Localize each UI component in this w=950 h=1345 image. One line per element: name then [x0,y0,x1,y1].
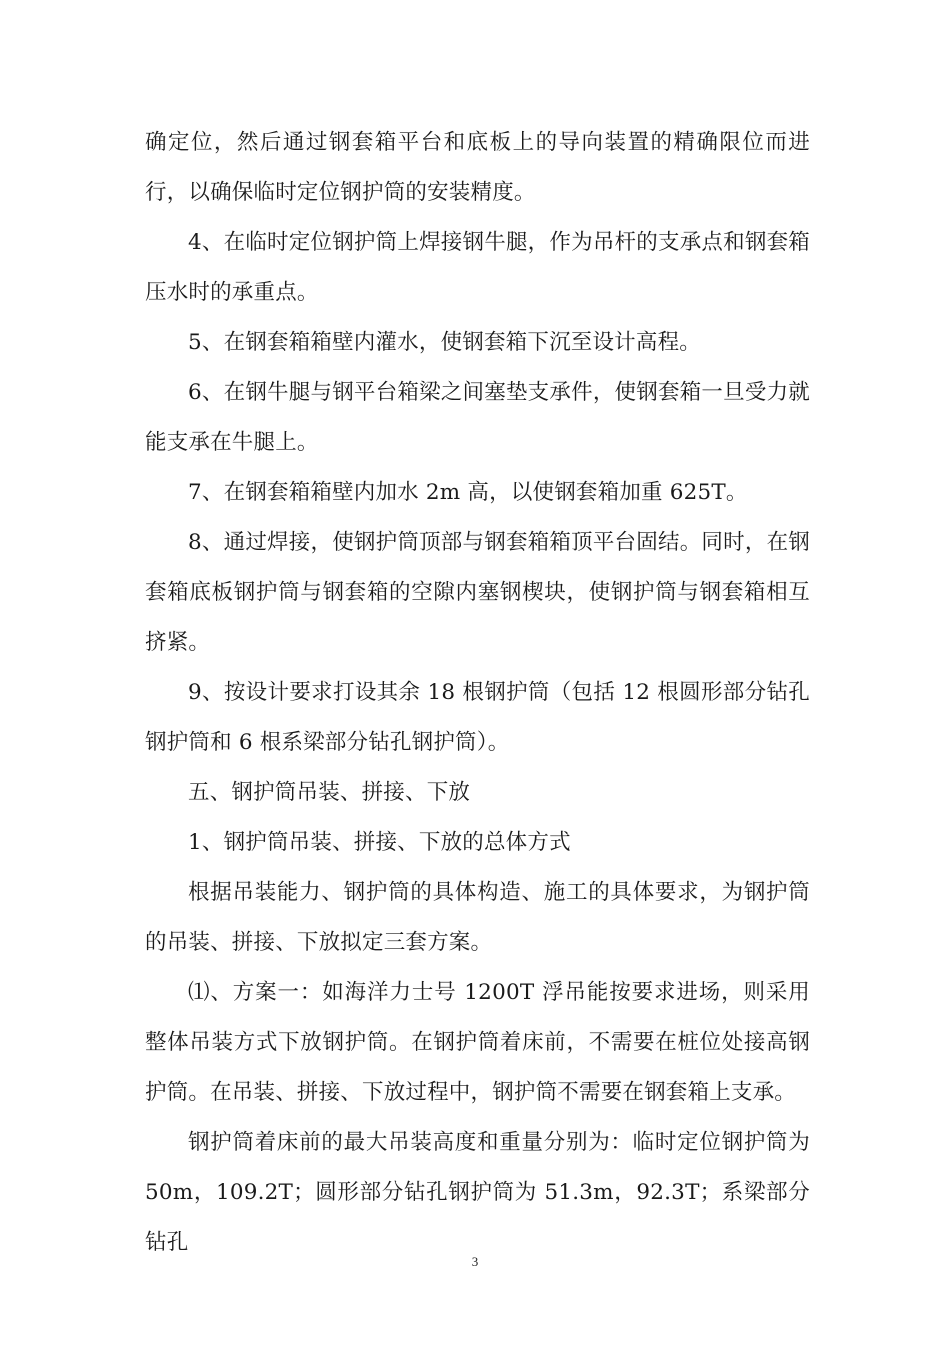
paragraph-step-5: 5、在钢套箱箱壁内灌水，使钢套箱下沉至设计高程。 [188,330,701,355]
paragraph-plan-1: ⑴、方案一：如海洋力士号 1200T 浮吊能按要求进场，则采用整体吊装方式下放钢护筒。在钢护筒着床前，不需要在桩位处接高钢护筒。在吊装、拼接、下放过程中，钢护筒不需要在钢套箱上支承。 [145,980,810,1105]
page-number: 3 [471,1254,479,1269]
paragraph-continuation: 确定位，然后通过钢套箱平台和底板上的导向装置的精确限位而进行，以确保临时定位钢护筒的安装精度。 [145,130,810,205]
paragraph-step-8: 8、通过焊接，使钢护筒顶部与钢套箱箱顶平台固结。同时，在钢套箱底板钢护筒与钢套箱的空隙内塞钢楔块，使钢护筒与钢套箱相互挤紧。 [145,530,810,655]
paragraph-overview: 根据吊装能力、钢护筒的具体构造、施工的具体要求，为钢护筒的吊装、拼接、下放拟定三套方案。 [145,880,810,955]
subsection-heading-1: 1、钢护筒吊装、拼接、下放的总体方式 [188,830,571,855]
body-text [145,118,810,1268]
section-heading-5: 五、钢护筒吊装、拼接、下放 [188,780,471,805]
paragraph-max-lift: 钢护筒着床前的最大吊装高度和重量分别为：临时定位钢护筒为 50m，109.2T；圆形部分钻孔钢护筒为 51.3m，92.3T；系梁部分钻孔 [145,1130,810,1255]
paragraph-step-6: 6、在钢牛腿与钢平台箱梁之间塞垫支承件，使钢套箱一旦受力就能支承在牛腿上。 [145,380,810,455]
paragraph-step-9: 9、按设计要求打设其余 18 根钢护筒（包括 12 根圆形部分钻孔钢护筒和 6 根系梁部分钻孔钢护筒）。 [145,680,810,755]
paragraph-step-4: 4、在临时定位钢护筒上焊接钢牛腿，作为吊杆的支承点和钢套箱压水时的承重点。 [145,230,810,305]
paragraph-step-7: 7、在钢套箱箱壁内加水 2m 高，以使钢套箱加重 625T。 [188,480,748,505]
